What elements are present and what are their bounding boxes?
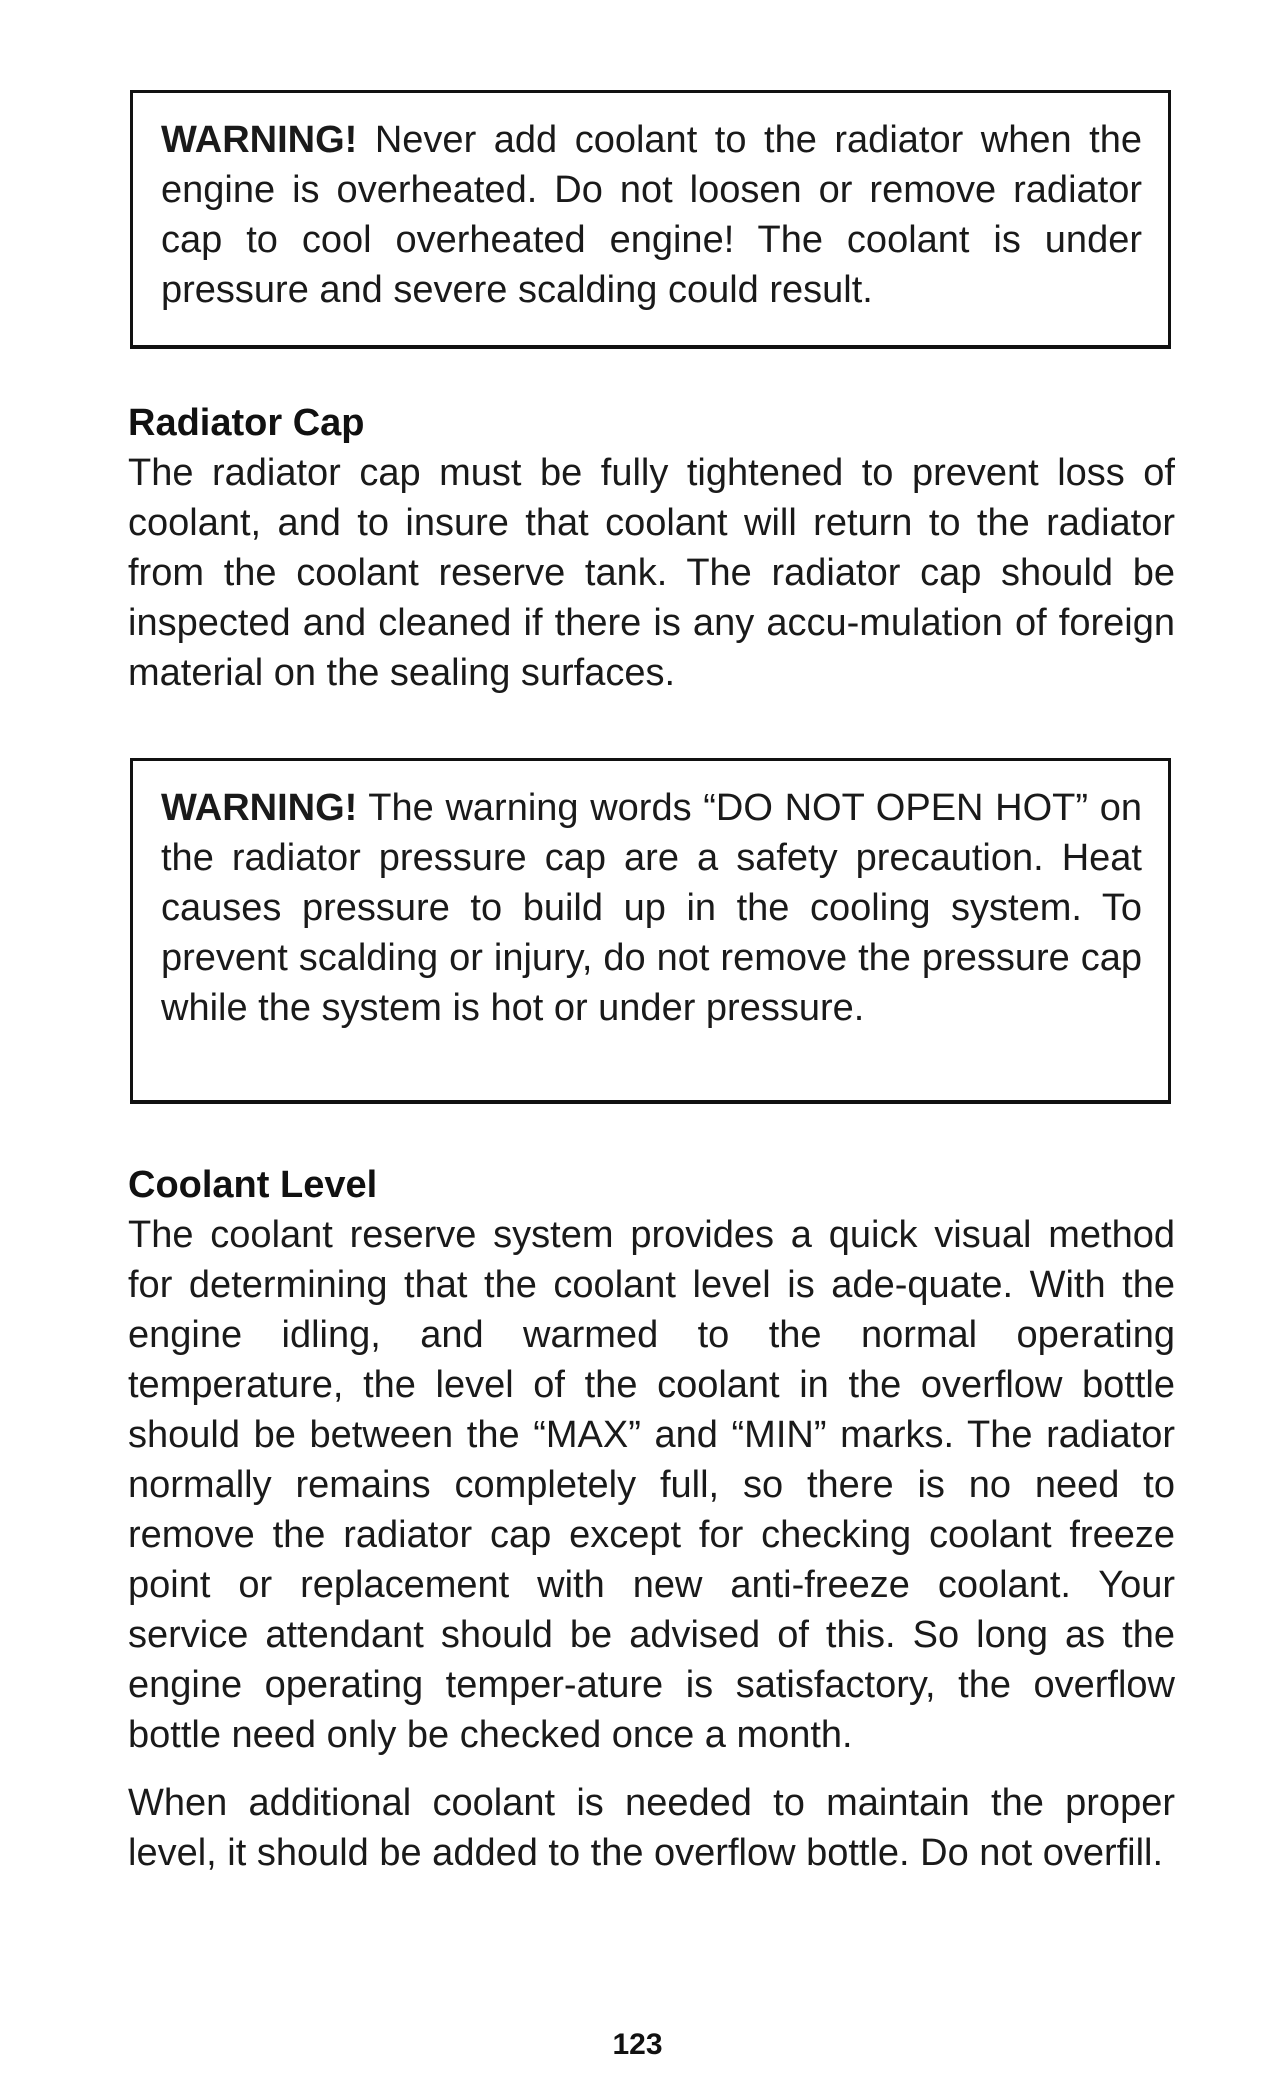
warning-box-coolant-overheated xyxy=(130,90,1171,349)
section-body-paragraph-1: The coolant reserve system provides a quick visual method for determining that the coolant level is ade-quate. With the engine idling, and warmed to the normal operating temperature, the level of the coolant in the overflow bottle should be between the “MAX” and “MIN” marks. The radiator normally remains completely full, so there is no need to remove the radiator cap except for checking coolant freeze point or replacement with new anti-freeze coolant. Your service attendant should be advised of this. So long as the engine operating temper-ature is satisfactory, the overflow bottle need only be checked once a month. xyxy=(128,1214,1175,1756)
section-body-paragraph-2: When additional coolant is needed to maintain the proper level, it should be added to the overflow bottle. Do not overfill. xyxy=(128,1782,1175,1874)
section-radiator-cap xyxy=(128,398,1175,698)
section-body: The radiator cap must be fully tightened to prevent loss of coolant, and to insure that coolant will return to the radiator from the coolant reserve tank. The radiator cap should be inspected and cleaned if there is any accu-mulation of foreign material on the sealing surfaces. xyxy=(128,452,1175,694)
section-coolant-level xyxy=(128,1160,1175,1878)
warning-label: WARNING! xyxy=(161,787,358,829)
warning-text: Never add coolant to the radiator when the engine is overheated. Do not loosen or remove radiator cap to cool overheated engine! The coolant is under pressure and severe scalding could result. xyxy=(161,119,1142,311)
page-number: 123 xyxy=(612,2028,663,2061)
warning-box-pressure-cap xyxy=(130,758,1171,1104)
section-heading: Coolant Level xyxy=(128,1164,378,1206)
warning-label: WARNING! xyxy=(161,119,358,161)
warning-text: The warning words “DO NOT OPEN HOT” on the radiator pressure cap are a safety precaution. Heat causes pressure to build up in the cooling system. To prevent scalding or injury, do not remove the pressure cap while the system is hot or under pressure. xyxy=(161,787,1142,1029)
section-heading: Radiator Cap xyxy=(128,402,365,444)
